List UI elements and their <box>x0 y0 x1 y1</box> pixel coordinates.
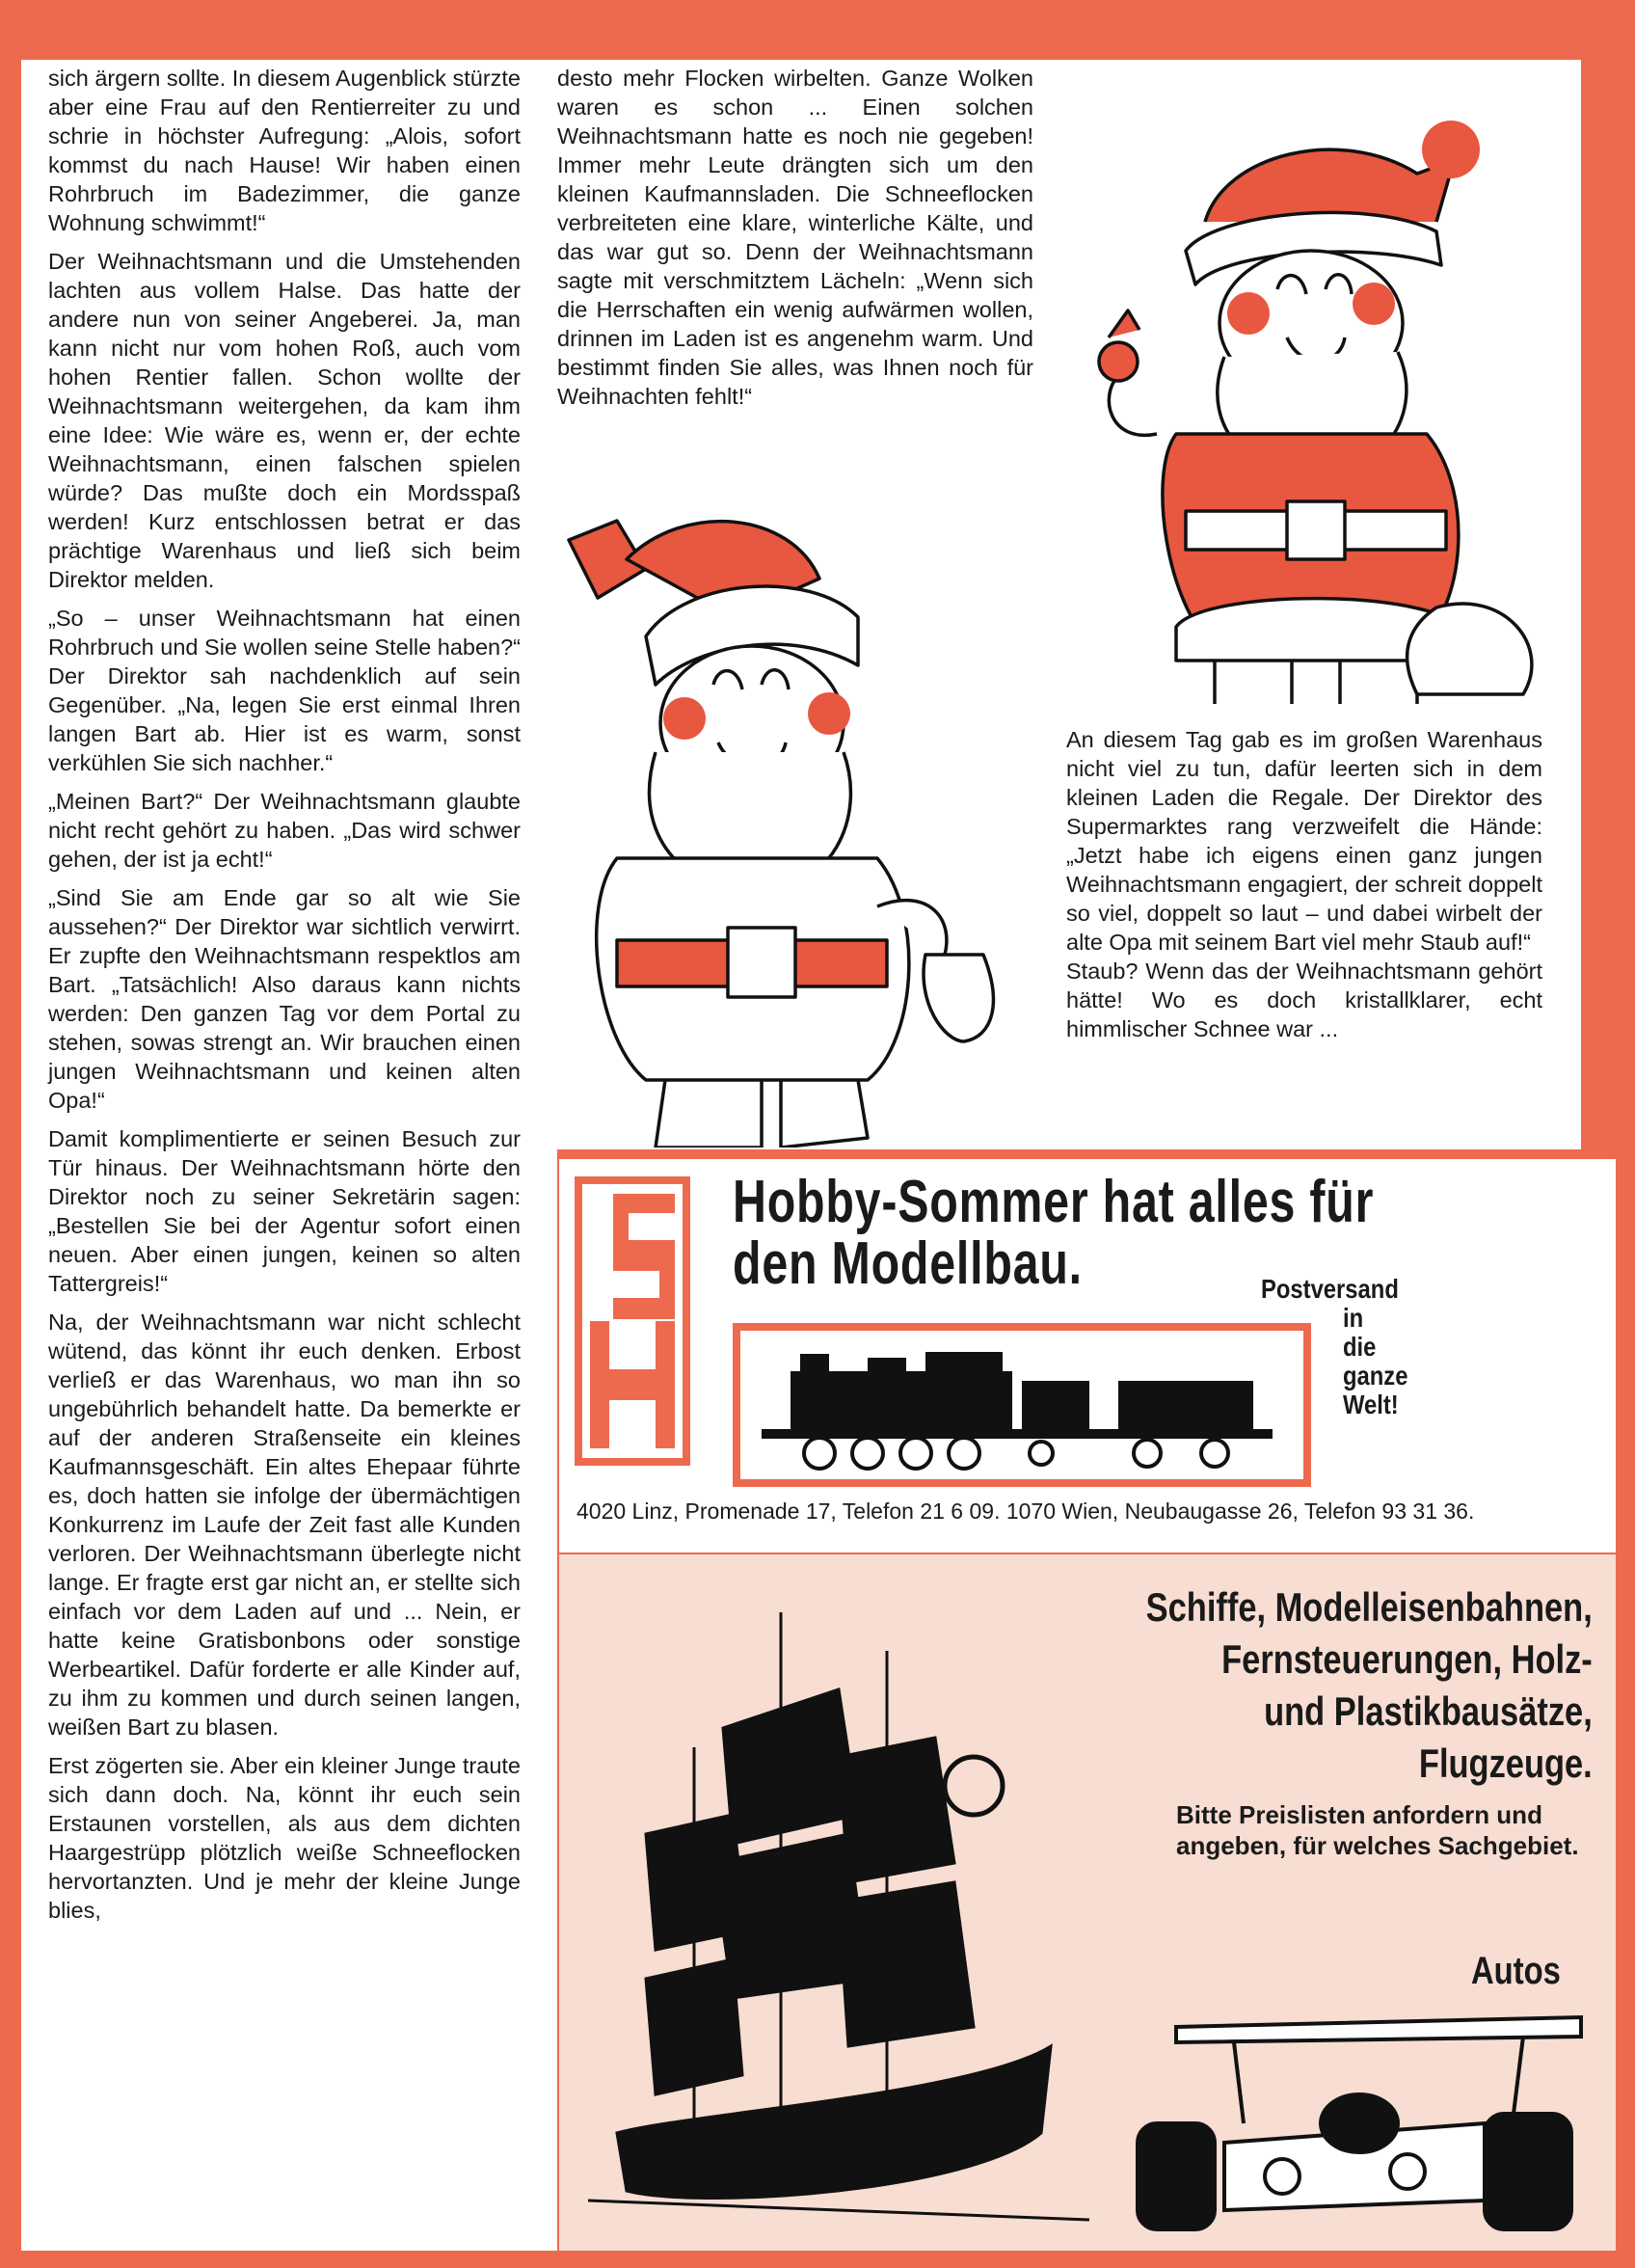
paragraph: sich ärgern sollte. In diesem Augenblick stürzte aber eine Frau auf den Rentierreiter zu und schrie in höchster Aufregung: „Alois, sofort kommst du nach Hause! Wir haben einen Rohrbruch im Badezimmer, die ganze Wohnung schwimmt!“ <box>48 66 521 235</box>
ad2-headline <box>1146 1581 1593 1790</box>
ad2-note-line: angeben, für welches Sachgebiet. <box>1176 1831 1579 1860</box>
paragraph: Staub? Wenn das der Weihnachtsmann gehört hätte! Wo es doch kristallklarer, echt himmlischer Schnee war ... <box>1066 958 1542 1041</box>
ad2-note <box>1176 1799 1579 1861</box>
paragraph: Na, der Weihnachtsmann war nicht schlecht wütend, das könnt ihr euch denken. Erbost verließ er das Warenhaus, wo man ihn so ungebührlich behandelt hatte. Da bemerkte er auf der anderen Straßenseite ein kleines Kaufmannsgeschäft. Ein altes Ehepaar führte es, doch hatten sie infolge der übermächtigen Konkurrenz im Laufe der Zeit fast alle Kunden verloren. Der Weihnachtsmann überlegte nicht lange. Er fragte erst gar nicht an, er stellte sich einfach vor dem Laden auf und ... Nein, er hatte keine Gratisbonbons oder sonstige Werbeartikel. Dafür forderte er alle Kinder auf, zu ihm zu kommen und durch seinen langen, weißen Bart zu blasen. <box>48 1310 521 1740</box>
ad2-line: Fernsteuerungen, Holz- <box>1221 1636 1593 1682</box>
race-car-illustration <box>1118 2008 1600 2239</box>
locomotive-illustration <box>733 1323 1311 1487</box>
paragraph: Der Weihnachtsmann und die Umstehenden lachten aus vollem Halse. Das hatte der andere nun von seiner Angeberei. Ja, man kann nicht nur vom hohen Roß, auch vom hohen Rentier fallen. Schon wollte der Weihnachtsmann weitergehen, da kam ihm eine Idee: Wie wäre es, wenn er, der echte Weihnachtsmann, einen falschen spielen würde? Das mußte doch ein Mordsspaß werden! Kurz entschlossen betrat er das prächtige Warenhaus und ließ sich beim Direktor melden. <box>48 249 521 592</box>
postversand-line: ganze <box>1343 1361 1408 1390</box>
postversand-line: Postversand <box>1261 1274 1399 1304</box>
postversand-line: Welt! <box>1343 1390 1399 1419</box>
model-kits-ad <box>559 1554 1616 2251</box>
autos-label: Autos <box>1471 1950 1561 1992</box>
ad2-note-line: Bitte Preislisten anfordern und <box>1176 1800 1542 1829</box>
ad-headline-1: Hobby-Sommer hat alles für <box>733 1169 1375 1235</box>
ad2-line: Flugzeuge. <box>1419 1741 1593 1786</box>
story-column-2 <box>557 64 1033 411</box>
paragraph: „Meinen Bart?“ Der Weihnachtsmann glaubte nicht recht gehört zu haben. „Das wird schwer gehen, der ist ja echt!“ <box>48 789 521 872</box>
ad-headline-2: den Modellbau. <box>733 1230 1083 1297</box>
postversand-line: in <box>1343 1303 1364 1333</box>
story-column-1 <box>48 64 521 1925</box>
santa-with-bell-illustration <box>540 501 1041 1148</box>
ad-address: 4020 Linz, Promenade 17, Telefon 21 6 09. 1070 Wien, Neubaugasse 26, Telefon 93 31 36. <box>576 1498 1475 1524</box>
hs-logo <box>575 1176 690 1466</box>
hobby-sommer-ad <box>559 1159 1616 1552</box>
story-column-3 <box>1066 725 1542 1043</box>
paragraph: Damit komplimentierte er seinen Besuch zur Tür hinaus. Der Weihnachtsmann hörte den Direktor noch zu seiner Sekretärin sagen: „Bestellen Sie bei der Agentur sofort einen neuen. Aber einen jungen, keinen so alten Tattergreis!“ <box>48 1126 521 1296</box>
paragraph: „Sind Sie am Ende gar so alt wie Sie aussehen?“ Der Direktor war sichtlich verwirrt. Er zupfte den Weihnachtsmann respektlos am Bart. „Tatsächlich! Also daraus kann nichts werden: Den ganzen Tag vor dem Portal zu stehen, sowas strengt an. Wir brauchen einen jungen Weihnachtsmann und keinen alten Opa!“ <box>48 885 521 1113</box>
paragraph: desto mehr Flocken wirbelten. Ganze Wolken waren es schon ... Einen solchen Weihnachtsmann hatte es noch nie gegeben! Immer mehr Leute drängten sich um den kleinen Kaufmannsladen. Die Schneeflocken verbreiteten eine klare, winterliche Kälte, und das war gut so. Denn der Weihnachtsmann sagte mit verschmitztem Lächeln: „Wenn sich die Herrschaften ein wenig aufwärmen wollen, drinnen im Laden ist es angenehm warm. Und bestimmt finden Sie alles, was Ihnen noch für Weihnachten fehlt!“ <box>557 66 1033 409</box>
paragraph: „So – unser Weihnachtsmann hat einen Rohrbruch und Sie wollen seine Stelle haben?“ Der Direktor sah nachdenklich auf sein Gegenüber. „Na, legen Sie erst einmal Ihren langen Bart ab. Hier ist es warm, sonst verkühlen Sie sich nachher.“ <box>48 606 521 775</box>
paragraph: Erst zögerten sie. Aber ein kleiner Junge traute sich dann doch. Na, könnt ihr euch sein Erstaunen vorstellen, als aus dem dichten Haargestrüpp plötzlich weiße Schneeflocken hervortanzten. Und je mehr der kleine Junge blies, <box>48 1753 521 1923</box>
postversand-line: die <box>1343 1332 1377 1362</box>
santa-with-sack-illustration <box>1051 106 1552 704</box>
ad2-line: Schiffe, Modelleisenbahnen, <box>1145 1584 1593 1630</box>
ad2-line: und Plastikbausätze, <box>1264 1688 1593 1734</box>
sailing-ship-illustration <box>588 1593 1109 2239</box>
paragraph: An diesem Tag gab es im großen Warenhaus nicht viel zu tun, dafür leerten sich in dem kleinen Laden die Regale. Der Direktor des Supermarktes rang verzweifelt die Hände: „Jetzt habe ich eigens einen ganz jungen Weihnachtsmann engagiert, der schreit doppelt so viel, doppelt so laut – und dabei wirbelt der alte Opa mit seinem Bart viel mehr Staub auf!“ <box>1066 727 1542 955</box>
